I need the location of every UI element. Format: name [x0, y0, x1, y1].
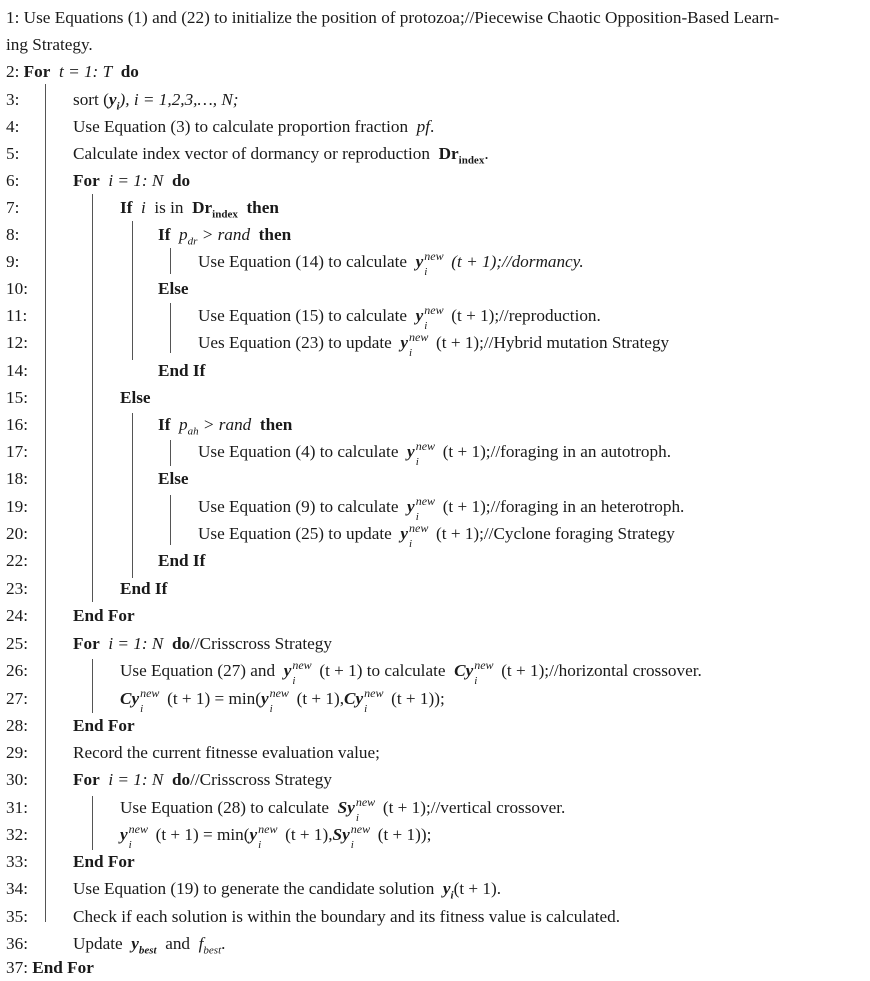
- block-bar-crisscross1: [92, 659, 93, 713]
- line-text: Use Equations (1) and (22) to initialize the position of protozoa;//Piecewise Chaotic Opposition-Based Learn-: [23, 8, 780, 27]
- line-text-continued: ing Strategy.: [6, 35, 93, 54]
- block-bar-level4b: [170, 303, 171, 353]
- block-bar-level2: [92, 194, 93, 602]
- block-bar-level4c: [170, 440, 171, 466]
- algo-line-1: [6, 4, 861, 58]
- block-bar-level1: [45, 84, 46, 922]
- block-bar-crisscross2: [92, 796, 93, 850]
- block-bar-level3a: [132, 221, 133, 360]
- block-bar-level4d: [170, 495, 171, 545]
- line-number: 2: For t = 1: T do: [6, 62, 139, 81]
- block-bar-level3b: [132, 413, 133, 578]
- line-number: 1:: [6, 8, 20, 27]
- block-bar-level4a: [170, 248, 171, 274]
